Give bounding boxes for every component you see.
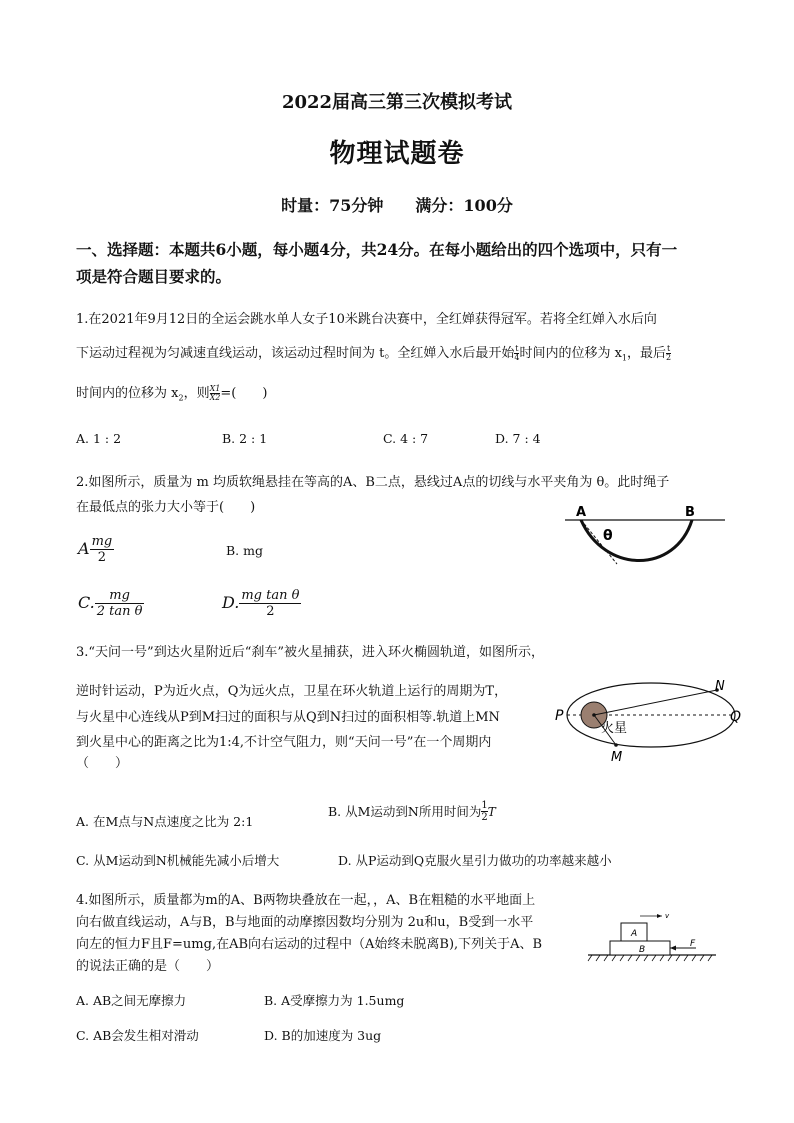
q4-option-a[interactable]: A. AB之间无摩擦力 — [76, 993, 187, 1008]
q2-option-a-frac: $\frac{mg}{2}$ — [91, 534, 113, 565]
q1-sub1: 1 — [621, 353, 628, 363]
q3-line1: 3.“天问一号”到达火星附近后“刹车”被火星捕获，进入环火椭圆轨道，如图所示， — [76, 645, 544, 660]
q4-line2: 向右做直线运动，A与B，B与地面的动摩擦因数均分别为 2u和u，B受到一水平 — [76, 915, 534, 930]
q3-option-b[interactable] — [328, 800, 496, 823]
q3-point-m — [614, 743, 618, 747]
q1-frac-t4: $\frac{t}{4}$ — [514, 344, 520, 362]
q4-option-b[interactable]: B. A受摩擦力为 1.5umg — [264, 993, 405, 1008]
q2-label-a: A — [576, 505, 587, 520]
q3-option-b-text: B. 从M运动到N所用时间为 — [328, 804, 482, 819]
q1-line2-c: ，最后 — [627, 346, 667, 361]
exam-title: 2022届高三第三次模拟考试 — [281, 92, 513, 113]
q1-option-a[interactable]: A. 1 : 2 — [76, 431, 122, 446]
q1-frac-t2: $\frac{t}{2}$ — [666, 344, 672, 362]
q3-line3: 与火星中心连线从P到M扫过的面积与从Q到N扫过的面积相等.轨道上MN — [76, 710, 500, 725]
q4-line3: 向左的恒力F且F=umg,在AB向右运动的过程中（A始终未脱离B),下列关于A、B — [76, 937, 543, 952]
q2-label-b: B — [685, 505, 695, 520]
q1-line2-b: 时间内的位移为 x — [519, 346, 622, 361]
q3-label-p: P — [555, 708, 564, 724]
q2-line2: 在最低点的张力大小等于( ) — [76, 500, 256, 515]
q3-label-n: N — [715, 679, 725, 694]
q4-blocks-figure — [588, 908, 718, 964]
q1-line2-a: 下运动过程视为匀减速直线运动，该运动过程时间为 t。全红婵入水后最开始 — [76, 346, 515, 361]
q2-option-c-prefix: C. — [78, 593, 95, 612]
q3-option-d[interactable]: D. 从P运动到Q克服火星引力做功的功率越来越小 — [338, 853, 612, 868]
q1-sub2: 2 — [178, 393, 184, 403]
q1-line3 — [76, 382, 267, 403]
q4-option-d[interactable]: D. B的加速度为 3ug — [264, 1028, 382, 1043]
q3-line4: 到火星中心的距离之比为1:4,不计空气阻力，则“天问一号”在一个周期内 — [76, 735, 492, 750]
section-heading-line2: 项是符合题目要求的。 — [76, 267, 232, 286]
section-heading-line1: 一、选择题：本题共6小题，每小题4分，共24分。在每小题给出的四个选项中，只有一 — [76, 240, 678, 259]
q4-label-a: A — [631, 929, 638, 939]
q3-label-q: Q — [730, 709, 742, 725]
q2-option-b[interactable]: B. mg — [226, 543, 263, 558]
q3-label-m: M — [611, 750, 623, 765]
q1-line3-c: =( ) — [220, 386, 268, 401]
q3-orbit-figure — [555, 678, 745, 768]
q3-option-b-t: T — [487, 805, 496, 819]
q4-velocity-arrowhead — [657, 914, 662, 918]
q4-line1: 4.如图所示，质量都为m的A、B两物块叠放在一起，，A、B在粗糙的水平地面上 — [76, 893, 536, 908]
q1-option-d[interactable]: D. 7 : 4 — [495, 431, 541, 446]
q1-ratio: $\frac{X1}{X2}$ — [209, 384, 221, 402]
q3-line2: 逆时针运动，P为近火点，Q为远火点，卫星在环火轨道上运行的周期为T， — [76, 684, 508, 699]
q3-option-c[interactable]: C. 从M运动到N机械能先减小后增大 — [76, 853, 280, 868]
q3-label-mars: 火星 — [601, 721, 628, 736]
q4-line4: 的说法正确的是（ ） — [76, 959, 220, 974]
q1-option-c[interactable]: C. 4 : 7 — [383, 431, 429, 446]
q2-rope-figure — [565, 502, 725, 564]
q3-line-to-n — [594, 690, 717, 715]
q3-option-b-frac: $\frac{1}{2}$ — [481, 800, 488, 823]
q1-line2 — [76, 342, 671, 363]
q1-line3-b: ，则 — [183, 386, 210, 401]
q1-line3-a: 时间内的位移为 x — [76, 386, 179, 401]
q4-ground-hatch — [588, 955, 712, 961]
q4-option-c[interactable]: C. AB会发生相对滑动 — [76, 1028, 199, 1043]
q1-option-b[interactable]: B. 2 : 1 — [222, 431, 268, 446]
q2-line1: 2.如图所示，质量为 m 均质软绳悬挂在等高的A、B二点，悬线过A点的切线与水平夹角为 θ。此时绳子 — [76, 475, 670, 490]
subject-title: 物理试题卷 — [329, 139, 465, 169]
exam-meta: 时量：75分钟 满分：100分 — [281, 196, 513, 215]
q2-option-c[interactable] — [78, 588, 144, 619]
q3-option-a[interactable]: A. 在M点与N点速度之比为 2:1 — [76, 814, 254, 829]
q4-label-b: B — [639, 945, 646, 955]
q2-option-d-prefix: D. — [222, 593, 240, 612]
q2-option-a[interactable] — [78, 534, 114, 565]
q2-option-c-frac: $\frac{mg}{\text{2 tan θ}}$ — [96, 588, 143, 619]
q4-label-v: v — [665, 912, 670, 920]
q2-option-a-prefix: A — [78, 539, 90, 558]
q2-option-d-frac: $\frac{\text{mg tan θ}}{2}$ — [241, 588, 300, 619]
q4-force-arrowhead — [670, 946, 676, 951]
q3-line5: （ ） — [76, 756, 129, 771]
q2-option-d[interactable] — [222, 588, 301, 619]
q2-label-theta: θ — [603, 528, 613, 544]
q1-line1: 1.在2021年9月12日的全运会跳水单人女子10米跳台决赛中，全红婵获得冠军。若将全红婵入水后向 — [76, 312, 657, 327]
q4-label-f: F — [690, 939, 696, 949]
